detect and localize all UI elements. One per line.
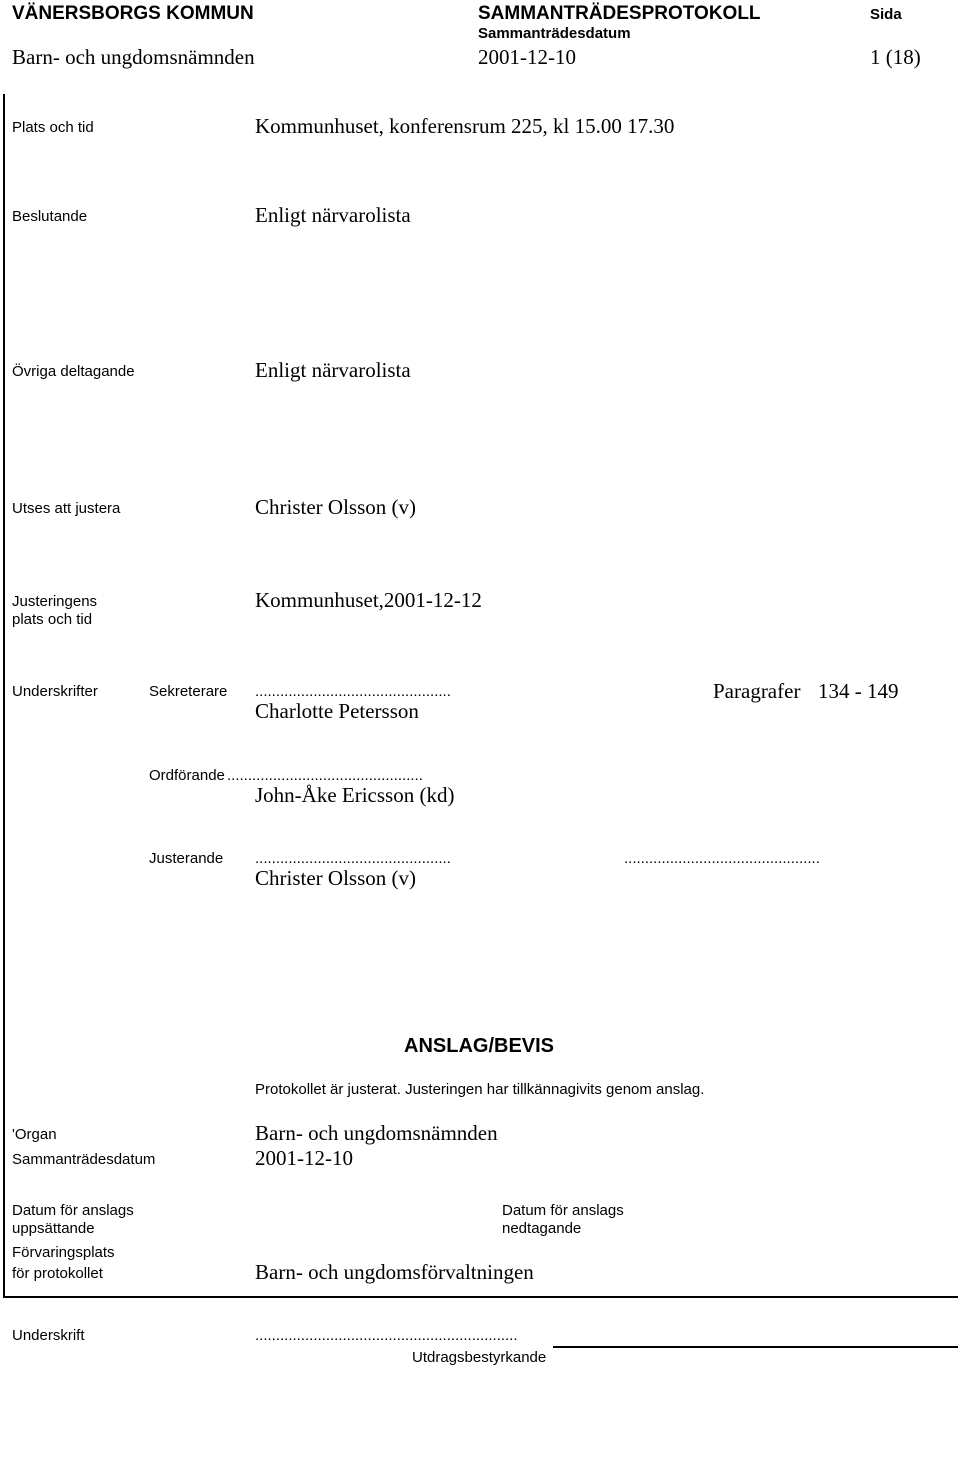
adjusting-signature-line-2: ...............................................: [624, 850, 820, 867]
chair-name: John-Åke Ericsson (kd): [255, 783, 455, 807]
posted-date-label-line2: uppsättande: [12, 1220, 95, 1237]
paragraphs-value: 134 - 149: [818, 679, 899, 703]
storage-label-line1: Förvaringsplats: [12, 1244, 115, 1261]
signature-line: ...............................................................: [255, 1327, 518, 1344]
adjusting-signature-line-1: ...............................................: [255, 850, 451, 867]
storage-label-line2: för protokollet: [12, 1265, 103, 1282]
deciding-label: Beslutande: [12, 208, 88, 225]
chair-signature-line: ...............................................: [227, 767, 423, 784]
adjuster-label: Utses att justera: [12, 500, 121, 517]
adjust-place-label-line2: plats och tid: [12, 611, 93, 628]
certification-label: Utdragsbestyrkande: [412, 1349, 547, 1366]
adjust-place-value: Kommunhuset,2001-12-12: [255, 588, 482, 612]
posted-date-label-line1: Datum för anslags: [12, 1202, 134, 1219]
adjusting-label: Justerande: [149, 850, 224, 867]
chair-label: Ordförande: [149, 767, 225, 784]
secretary-signature-line: ...............................................: [255, 683, 451, 700]
removed-date-label-line1: Datum för anslags: [502, 1202, 624, 1219]
page-label: Sida: [870, 6, 902, 23]
secretary-name: Charlotte Petersson: [255, 699, 419, 723]
signatures-label: Underskrifter: [12, 683, 98, 700]
storage-value: Barn- och ungdomsförvaltningen: [255, 1260, 534, 1284]
others-label: Övriga deltagande: [12, 363, 135, 380]
notice-date-value: 2001-12-10: [255, 1146, 353, 1170]
adjust-place-label-line1: Justeringens: [12, 593, 98, 610]
meeting-date-label: Sammanträdesdatum: [478, 25, 631, 42]
adjusting-name: Christer Olsson (v): [255, 866, 416, 890]
deciding-value: Enligt närvarolista: [255, 203, 411, 227]
left-border-line: [3, 94, 5, 1297]
organ-label: 'Organ: [12, 1126, 57, 1143]
signature-label: Underskrift: [12, 1327, 85, 1344]
notice-title: ANSLAG/BEVIS: [404, 1035, 555, 1057]
document-type: SAMMANTRÄDESPROTOKOLL: [478, 3, 761, 24]
notice-date-label: Sammanträdesdatum: [12, 1151, 156, 1168]
adjuster-value: Christer Olsson (v): [255, 495, 416, 519]
place-label: Plats och tid: [12, 119, 94, 136]
place-value: Kommunhuset, konferensrum 225, kl 15.00 17.30: [255, 114, 675, 138]
organ-value: Barn- och ungdomsnämnden: [255, 1121, 498, 1145]
page-number: 1 (18): [870, 45, 921, 69]
notice-text: Protokollet är justerat. Justeringen har tillkännagivits genom anslag.: [255, 1081, 705, 1098]
secretary-label: Sekreterare: [149, 683, 228, 700]
municipality-name: VÄNERSBORGS KOMMUN: [12, 3, 254, 24]
paragraphs-label: Paragrafer: [713, 679, 801, 703]
removed-date-label-line2: nedtagande: [502, 1220, 582, 1237]
divider-line-signature: [3, 1296, 958, 1298]
divider-line-certification: [553, 1346, 958, 1348]
committee-name: Barn- och ungdomsnämnden: [12, 45, 255, 69]
meeting-date: 2001-12-10: [478, 45, 576, 69]
others-value: Enligt närvarolista: [255, 358, 411, 382]
